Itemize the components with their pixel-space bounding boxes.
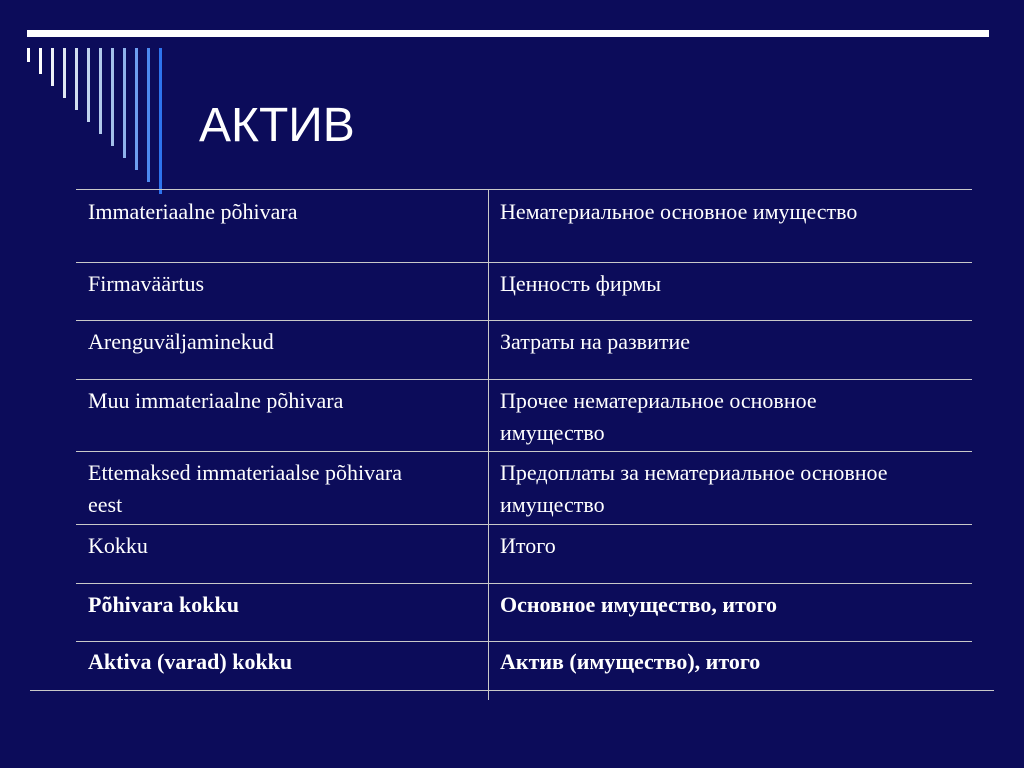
table-cell-et: Põhivara kokku [88,592,239,617]
table-cell-et: Ettemaksed immateriaalse põhivara eest [88,460,402,517]
table-rule [76,320,972,321]
table-rule [76,379,972,380]
table-rule [76,641,972,642]
table-cell-et: Arenguväljaminekud [88,329,274,354]
table-cell-ru: Затраты на развитие [500,329,690,354]
table-cell-ru: Предоплаты за нематериальное основное имущество [500,460,888,517]
table-rule [76,262,972,263]
table-cell-et: Immateriaalne põhivara [88,199,298,224]
table-cell-ru: Нематериальное основное имущество [500,199,858,224]
table-cell-et: Muu immateriaalne põhivara [88,388,344,413]
table-cell-et: Aktiva (varad) kokku [88,649,293,674]
table-rule [76,451,972,452]
column-divider [488,189,489,700]
table-cell-ru: Прочее нематериальное основное имущество [500,388,817,445]
table-rule [30,690,994,691]
table-cell-ru: Основное имущество, итого [500,592,778,617]
table-cell-ru: Актив (имущество), итого [500,649,761,674]
table-cell-et: Firmaväärtus [88,271,205,296]
table-rule [76,189,972,190]
table-cell-ru: Итого [500,533,556,558]
table-rule [76,583,972,584]
table-cell-et: Kokku [88,533,148,558]
table-rule [76,524,972,525]
table-cell-ru: Ценность фирмы [500,271,662,296]
slide-title: АКТИВ [199,99,355,152]
